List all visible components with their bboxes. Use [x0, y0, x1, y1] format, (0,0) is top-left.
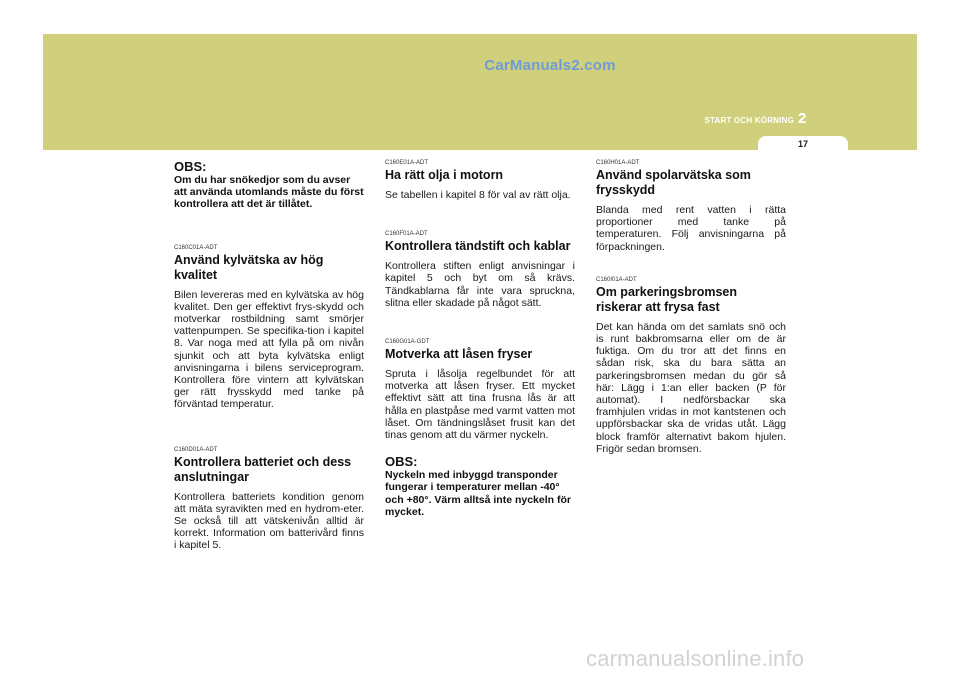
chapter-label: START OCH KÖRNING	[704, 116, 794, 125]
section-code: C160G01A-GDT	[385, 339, 430, 346]
section-heading: Om parkeringsbromsen riskerar att frysa fast	[596, 284, 738, 314]
section-oil	[385, 160, 575, 201]
column-2	[385, 160, 575, 546]
column-3	[596, 160, 786, 483]
obs-text: Om du har snökedjor som du avser att använda utomlands måste du först kontrollera att det är tillåtet.	[174, 174, 364, 211]
section-coolant	[174, 245, 364, 411]
section-code: C160C01A-ADT	[174, 244, 218, 251]
section-heading: Kontrollera tändstift och kablar	[385, 239, 571, 254]
section-body: Kontrollera stiften enligt anvisningar i kapitel 5 och byt om så krävs. Tändkablarna får inte vara spruckna, slitna eller skadade på något sätt.	[385, 260, 575, 309]
section-heading: Motverka att låsen fryser	[385, 347, 533, 362]
section-locks	[385, 339, 575, 441]
header-band	[43, 34, 917, 150]
section-washer-fluid	[596, 160, 786, 253]
section-body: Kontrollera batteriets kondition genom att mäta syravikten med en hydrom-eter. Se också till att vätskenivån alltid är korrekt. Information om batterivård finns i kapitel 5.	[174, 490, 364, 552]
obs-title: OBS:	[385, 454, 418, 470]
section-body: Det kan hända om det samlats snö och is runt bakbromsarna eller om de är fuktiga. Om du tror att det finns en sådan risk, ska du bara sätta an parkeringsbromsen medan du gör så här: Lägg i 1:an eller backen (P för automat). I nedförsbackar ska framhjulen vridas in mot kantstenen och uppförsbackar ska de vridas utåt. Lägg block framför alternativt bakom hjulen. Frigör sedan bromsen.	[596, 320, 786, 455]
section-code: C160H01A-ADT	[596, 160, 640, 166]
section-code: C160F01A-ADT	[385, 231, 428, 238]
watermark-carmanualsonline: carmanualsonline.info	[586, 646, 805, 671]
page-number: 17	[797, 139, 808, 149]
section-heading: Använd kylvätska av hög kvalitet	[174, 252, 324, 282]
section-heading: Ha rätt olja i motorn	[385, 168, 504, 182]
watermark-carmanuals2: CarManuals2.com	[484, 57, 616, 74]
section-body: Spruta i låsolja regelbundet för att motverka att låsen fryser. Ett mycket effektivt sätt att tina frusna lås är att hålla en plastpåse med varmt vatten mot låset. Om tändningslåset frusit kan det tinas genom att du värmer nyckeln.	[385, 368, 575, 442]
obs-title: OBS:	[174, 159, 207, 174]
section-battery	[174, 447, 364, 552]
section-code: C160D01A-ADT	[174, 446, 218, 453]
section-heading: Använd spolarvätska som frysskydd	[596, 168, 751, 197]
section-body: Se tabellen i kapitel 8 för val av rätt olja.	[385, 189, 571, 201]
column-1	[174, 160, 364, 580]
section-code: C160I01A-ADT	[596, 276, 637, 283]
obs-note-transponder	[385, 455, 575, 518]
obs-text: Nyckeln med inbyggd transponder fungerar i temperaturer mellan -40° och +80°. Värm alltså inte nyckeln för mycket.	[385, 469, 571, 518]
section-body: Blanda med rent vatten i rätta proportioner med tanke på temperaturen. Följ anvisningarna på förpackningen.	[596, 204, 786, 253]
obs-note-snow-chains	[174, 160, 364, 211]
section-code: C160E01A-ADT	[385, 160, 429, 166]
section-spark-plugs	[385, 231, 575, 309]
section-body: Bilen levereras med en kylvätska av hög kvalitet. Den ger effektivt frys-skydd och motverkar rostbildning samt smörjer vattenpumpen. Se specifika-tion i kapitel 8. Var noga med att fylla på om nivån sjunkit och att byta kylvätska enligt anvisningarna i bilens serviceprogram. Kontrollera före vintern att kylvätskan ger rätt frysskydd med tanke på förväntad temperatur.	[174, 288, 364, 411]
section-heading: Kontrollera batteriet och dess anslutningar	[174, 454, 352, 484]
chapter-number: 2	[798, 110, 807, 127]
section-parking-brake	[596, 277, 786, 455]
